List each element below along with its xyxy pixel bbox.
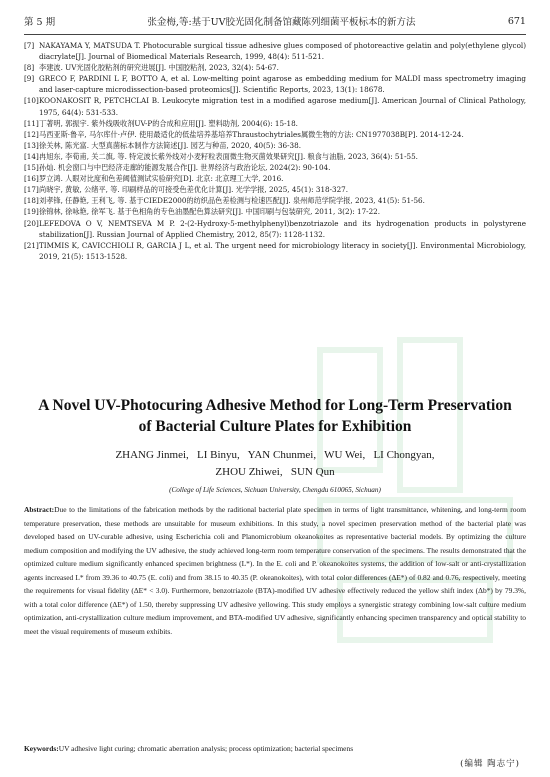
abstract — [24, 503, 526, 638]
running-header — [24, 11, 526, 31]
reference-item — [24, 173, 526, 184]
reference-item — [24, 218, 526, 240]
reference-text: 丁著明, 郭振宇. 紫外线吸收剂UV-P的合成和应用[J]. 塑料助剂, 2004(6): 15-18. — [39, 118, 298, 128]
authors-line: ZHOU Zhiwei, SUN Qun — [215, 466, 335, 478]
reference-item — [24, 118, 526, 129]
header-rule — [24, 34, 526, 35]
editor-note: (编辑 陶志宁) — [460, 759, 520, 769]
reference-item — [24, 140, 526, 151]
keywords — [24, 744, 526, 753]
affiliation: (College of Life Sciences, Sichuan University, Chengdu 610065, Sichuan) — [169, 486, 381, 494]
reference-number: [9] — [24, 74, 35, 84]
abstract-text: Due to the limitations of the fabrication methods by the raditional bacterial plate specimen in terms of light transmittance, whitening, and long-term room temperature preservation, these methods are unsuitable for museum exhibitions. In this study, a novel specimen preservation method of the bacterial plate was developed based on UV-curable adhesive, using Escherichia coli and Planomicrobium okeanokoites as representative bacterial models. By optimizing the culture medium composition and modifying the UV adhesive, the study achieved long-term room temperature conservation of the specimens. The results demonstrated that the optimized culture medium significantly enhanced specimen brightness (L*). In the E. coli and P. okeanokoites systems, the addition of low-salt or anti-crystallization agents increased L* from 39.36 to 40.75 (E. coli) and from 38.15 to 40.35 (P. okeanokoites), with total color differences (ΔE*) of 0.82 and 0.76, respectively, meeting the requirements for visual fidelity (ΔE* < 3.0). Furthermore, benzotriazole (BTA)-modified UV adhesive effectively reduced the yellow shift index (Δb*) by 79.3%, with a total color difference (ΔE*) of 1.50, thereby suppressing UV adhesive yellowing. This study employs a synergistic strategy combining low-salt culture medium optimization, anti-crystallization culture medium improvement, and BTA-modified UV adhesive, significantly enhancing specimen transparency and optical stability to meet the visual requirements of museum exhibits. — [24, 505, 526, 636]
reference-number: [17] — [24, 185, 39, 195]
reference-item — [24, 206, 526, 217]
reference-number: [19] — [24, 207, 39, 217]
reference-number: [14] — [24, 151, 39, 161]
reference-item — [24, 73, 526, 95]
reference-text: KOONAKOSIT R, PETCHCLAI B. Leukocyte migration test in a modified agarose medium[J]. American Journal of Clinical Pathology, 1975, 64(4): 531-533. — [39, 96, 526, 117]
reference-text: NAKAYAMA Y, MATSUDA T. Photocurable surgical tissue adhesive glues composed of photoreactive gelatin and poly(ethylene glycol) diacrylate[J]. Journal of Biomedical Materials Research, 1999, 48(4): 511-521. — [39, 41, 526, 62]
reference-number: [8] — [24, 63, 35, 73]
reference-item — [24, 95, 526, 117]
reference-text: 马西亚斯·鲁辛, 马尔库什·卢伊. 使用最适化的低盐培养基培养Thraustochytriales属微生物的方法: CN1977038B[P]. 2014-12-24. — [39, 129, 464, 139]
reference-number: [12] — [24, 129, 39, 139]
reference-item — [24, 184, 526, 195]
reference-item — [24, 240, 526, 262]
reference-number: [18] — [24, 196, 39, 206]
reference-item — [24, 129, 526, 140]
reference-number: [13] — [24, 140, 39, 150]
reference-text: 李建波. UV光固化胶粘剂的研究进展[J]. 中国胶粘剂, 2023, 32(4): 54-67. — [39, 63, 279, 73]
reference-text: 冉旭东, 李荀甫, 关二旗, 等. 特定波长紫外线对小麦籽粒表面微生物灭菌效果研究[J]. 粮食与油脂, 2023, 36(4): 51-55. — [39, 151, 418, 161]
reference-number: [11] — [24, 118, 39, 128]
reference-number: [21] — [24, 240, 39, 250]
issue-number: 第 5 期 — [24, 17, 56, 28]
reference-item — [24, 151, 526, 162]
reference-number: [20] — [24, 218, 39, 228]
reference-number: [15] — [24, 163, 39, 173]
reference-text: 徐关林, 陈光富. 大型真菌标本制作方法简述[J]. 园艺与种苗, 2020, 40(5): 36-38. — [39, 140, 301, 150]
keywords-text: UV adhesive light curing; chromatic aberration analysis; process optimization; bacterial specimens — [58, 744, 354, 753]
page-number: 671 — [507, 15, 526, 27]
reference-text: 孙灿. 机会窗口与中巴经济走廊的能源发展合作[J]. 世界经济与政治论坛, 2024(2): 90-104. — [39, 163, 331, 173]
reference-text: 刘孝锋, 任静艳, 王利飞, 等. 基于CIEDE2000的纺织品色差检测与检速匹配[J]. 泉州师范学院学报, 2023, 41(5): 51-56. — [39, 196, 425, 206]
reference-number: [16] — [24, 174, 39, 184]
reference-number: [7] — [24, 41, 35, 50]
reference-text: TIMMIS K, CAVICCHIOLI R, GARCIA J L, et al. The urgent need for microbiology literacy in society[J]. Environmental Microbiology, 2019, 21(5): 1513-1528. — [39, 240, 526, 261]
running-title: 张金梅,等:基于UV胶光固化制备馆藏陈列细菌平板标本的新方法 — [147, 17, 416, 28]
reference-item — [24, 62, 526, 73]
authors-line: ZHANG Jinmei, LI Binyu, YAN Chunmei, WU Wei, LI Chongyan, — [115, 449, 435, 461]
keywords-label: Keywords: — [24, 744, 59, 753]
reference-item — [24, 195, 526, 206]
reference-text: GRECO F, PARDINI L F, BOTTO A, et al. Low-melting point agarose as embedding medium for MALDI mass spectrometry imaging and laser-capture microdissection-based proteomics[J]. Scientific Reports, 2023, 13(1): 18678. — [39, 74, 526, 95]
title-line: of Bacterial Culture Plates for Exhibition — [138, 418, 412, 435]
reference-number: [10] — [24, 96, 39, 106]
title-line: A Novel UV-Photocuring Adhesive Method for Long-Term Preservation — [38, 397, 512, 414]
reference-item — [24, 40, 526, 62]
reference-text: 尚晓宇, 黄敏, 公绪平, 等. 印刷样品的可接受色差优化计算[J]. 光学学报, 2025, 45(1): 318-327. — [39, 185, 349, 195]
abstract-label: Abstract: — [24, 505, 55, 514]
reference-item — [24, 162, 526, 173]
author-list — [24, 447, 526, 481]
article-title — [24, 395, 526, 437]
reference-text: 罗立鸿. 人眼对比度和色差阈值测试实验研究[D]. 北京: 北京理工大学, 2016. — [39, 174, 284, 184]
reference-list — [24, 40, 526, 262]
reference-text: 徐锦林, 徐咏艳, 徐军飞. 基于色相角的专色油墨配色算法研究[J]. 中国印刷与包装研究, 2011, 3(2): 17-22. — [39, 207, 381, 217]
reference-text: LEFEDOVA O V, NEMTSEVA M P. 2-(2-Hydroxy-5-methylphenyl)benzotriazole and its hydrogenation products in polystyrene stabilization[J]. Russian Journal of Applied Chemistry, 2012, 85(7): 1128-1132. — [39, 218, 526, 239]
